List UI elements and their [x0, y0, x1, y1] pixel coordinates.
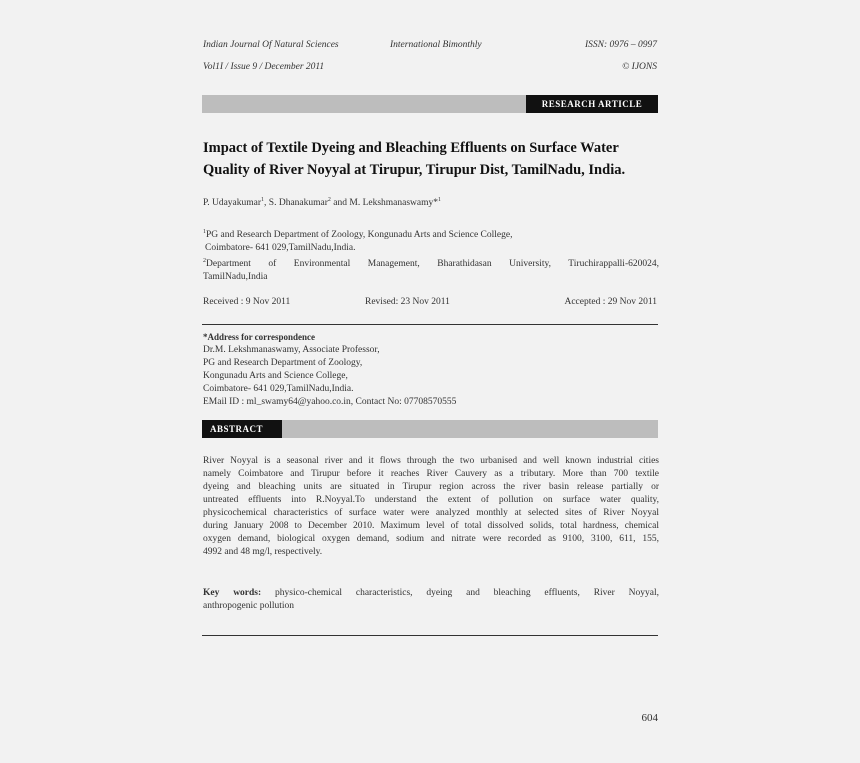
affiliation-text: Department of Environmental Management, Bharathidasan University, Tiruchirappalli-620024, [206, 259, 659, 270]
abstract-line: oxygen demand, biological oxygen demand, sodium and nitrate were recorded as 9100, 3100, 611, 155, [203, 534, 659, 544]
page-number: 604 [641, 712, 658, 724]
author-name: P. Udayakumar [203, 198, 262, 209]
divider [202, 635, 658, 636]
journal-issn: ISSN: 0976 – 0997 [584, 40, 657, 50]
correspondence-line: Kongunadu Arts and Science College, [203, 371, 348, 381]
affiliation-text: PG and Research Department of Zoology, Kongunadu Arts and Science College, [206, 230, 513, 241]
accepted-date: Accepted : 29 Nov 2011 [564, 297, 657, 307]
author-name: and M. Lekshmanaswamy* [330, 198, 439, 209]
abstract-line: untreated effluents into R.Noyyal.To understand the extent of pollution on surface water quality, [203, 495, 659, 505]
article-title [203, 137, 659, 181]
keywords-text: physico-chemical characteristics, dyeing and bleaching effluents, River Noyyal, [261, 588, 660, 598]
abstract-line: during January 2008 to December 2010. Maximum level of total dissolved solids, total hardness, chemical [203, 521, 659, 531]
abstract-line: namely Coimbatore and Tirupur before it reaches River Cauvery as a tributary. More than 700 textile [203, 469, 659, 479]
correspondence-line: PG and Research Department of Zoology, [203, 358, 363, 368]
article-title-line-2: Quality of River Noyyal at Tirupur, Tirupur Dist, TamilNadu, India. [203, 162, 626, 178]
revised-date: Revised: 23 Nov 2011 [365, 297, 450, 307]
author-name: , S. Dhanakumar [264, 198, 328, 209]
keywords-label: Key words: [203, 588, 262, 598]
keywords-block [203, 587, 659, 613]
article-title-line-1: Impact of Textile Dyeing and Bleaching Effluents on Surface Water [203, 140, 619, 156]
received-date: Received : 9 Nov 2011 [203, 297, 291, 307]
journal-copyright: © IJONS [622, 62, 657, 72]
divider [202, 324, 658, 325]
abstract-text [203, 455, 659, 559]
affiliation-marker: 1 [203, 229, 206, 235]
abstract-line: physicochemical characteristics of surface water were analyzed monthly at selected sites of River Noyyal [203, 508, 659, 518]
journal-volume: Vol1I / Issue 9 / December 2011 [203, 62, 325, 72]
journal-frequency: International Bimonthly [390, 40, 482, 50]
author-affiliation-marker: 1 [261, 197, 265, 203]
correspondence-line: Dr.M. Lekshmanaswamy, Associate Professor, [203, 345, 380, 355]
author-list [203, 194, 441, 210]
affiliation-2-line-2: TamilNadu,India [203, 272, 268, 283]
author-affiliation-marker: 1 [438, 197, 442, 203]
correspondence-email-line: EMail ID : ml_swamy64@yahoo.co.in, Contact No: 07708570555 [203, 397, 457, 407]
author-affiliation-marker: 2 [327, 197, 331, 203]
correspondence-block [203, 331, 659, 409]
abstract-line: 4992 and 48 mg/l, respectively. [203, 547, 323, 557]
article-type-label: RESEARCH ARTICLE [526, 95, 658, 113]
keywords-line-2: anthropogenic pollution [203, 601, 295, 611]
abstract-line: River Noyyal is a seasonal river and it flows through the two urbanised and well known industrial cities [203, 456, 659, 466]
affiliation-1-line-1 [203, 226, 659, 242]
affiliations [203, 226, 659, 284]
abstract-label: ABSTRACT [202, 420, 282, 438]
affiliation-1-line-2: Coimbatore- 641 029,TamilNadu,India. [205, 243, 356, 254]
correspondence-line: Coimbatore- 641 029,TamilNadu,India. [203, 384, 354, 394]
journal-name: Indian Journal Of Natural Sciences [203, 40, 339, 50]
abstract-line: dyeing and bleaching units are situated in Tirupur region across the river basin release partially or [203, 482, 659, 492]
affiliation-2-line-1 [203, 255, 659, 271]
keywords-line-1 [203, 587, 659, 600]
affiliation-marker: 2 [203, 258, 206, 265]
correspondence-heading: *Address for correspondence [203, 332, 315, 342]
